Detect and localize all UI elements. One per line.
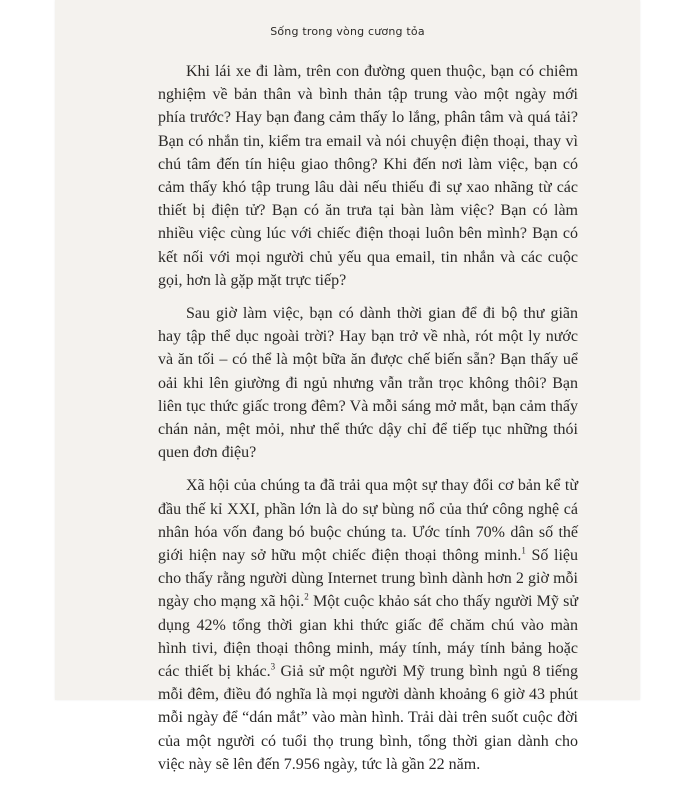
- paragraph-3-text-d: Giả sử một người Mỹ trung bình ngủ 8 tiếng mỗi đêm, điều đó nghĩa là mọi người dành khoảng 6 giờ 43 phút mỗi ngày để “dán mắt” vào màn hình. Trải dài trên suốt cuộc đời của một người có tuổi thọ trung bình, tổng thời gian dành cho việc này sẽ lên đến 7.956 ngày, tức là gần 22 năm.: [158, 663, 579, 773]
- paragraph-3-text-c: Một cuộc khảo sát cho thấy người Mỹ sử dụng 42% tổng thời gian khi thức giấc để chăm chú vào màn hình tivi, điện thoại thông minh, máy tính, máy tính bảng hoặc các thiết bị khác.: [158, 593, 578, 681]
- footnote-marker-1: 1: [521, 545, 526, 556]
- paragraph-3: [158, 474, 578, 776]
- paragraph-3-text-b: Số liệu cho thấy rằng người dùng Internet trung bình dành hơn 2 giờ mỗi ngày cho mạng xã hội.: [158, 547, 579, 611]
- running-header: Sống trong vòng cương tỏa: [270, 25, 425, 38]
- paragraph-3-text-a: Xã hội của chúng ta đã trải qua một sự thay đổi cơ bản kể từ đầu thế kỉ XXI, phần lớn là do sự bùng nổ của thứ công nghệ cá nhân hóa vốn đang bó buộc chúng ta. Ước tính 70% dân số thế giới hiện nay sở hữu một chiếc điện thoại thông minh.: [158, 477, 578, 565]
- paragraph-2-text: Sau giờ làm việc, bạn có dành thời gian để đi bộ thư giãn hay tập thể dục ngoài trời? Hay bạn trở về nhà, rót một ly nước và ăn tối – có thể là một bữa ăn được chế biến sẵn? Bạn thấy uể oải khi lên giường đi ngủ nhưng vẫn trằn trọc không thôi? Bạn liên tục thức giấc trong đêm? Và mỗi sáng mở mắt, bạn cảm thấy chán nản, mệt mỏi, như thể thức dậy chỉ để tiếp tục những thói quen đơn điệu?: [158, 305, 578, 462]
- paragraph-1-text: Khi lái xe đi làm, trên con đường quen thuộc, bạn có chiêm nghiệm về bản thân và bình thản tập trung vào một ngày mới phía trước? Hay bạn đang cảm thấy lo lắng, phân tâm và quá tải? Bạn có nhắn tin, kiểm tra email và nói chuyện điện thoại, thay vì chú tâm đến tín hiệu giao thông? Khi đến nơi làm việc, bạn có cảm thấy khó tập trung lâu dài nếu thiếu đi sự xao nhãng từ các thiết bị điện tử? Bạn có ăn trưa tại bàn làm việc? Bạn có làm nhiều việc cùng lúc với chiếc điện thoại luôn bên mình? Bạn có kết nối với mọi người chủ yếu qua email, tin nhắn và các cuộc gọi, hơn là gặp mặt trực tiếp?: [158, 63, 578, 289]
- paragraph-1: [158, 60, 578, 292]
- book-page: [55, 0, 640, 773]
- footnote-marker-2: 2: [304, 592, 309, 603]
- paragraph-2: [158, 302, 578, 464]
- body-text: [158, 60, 578, 786]
- footnote-marker-3: 3: [270, 661, 276, 672]
